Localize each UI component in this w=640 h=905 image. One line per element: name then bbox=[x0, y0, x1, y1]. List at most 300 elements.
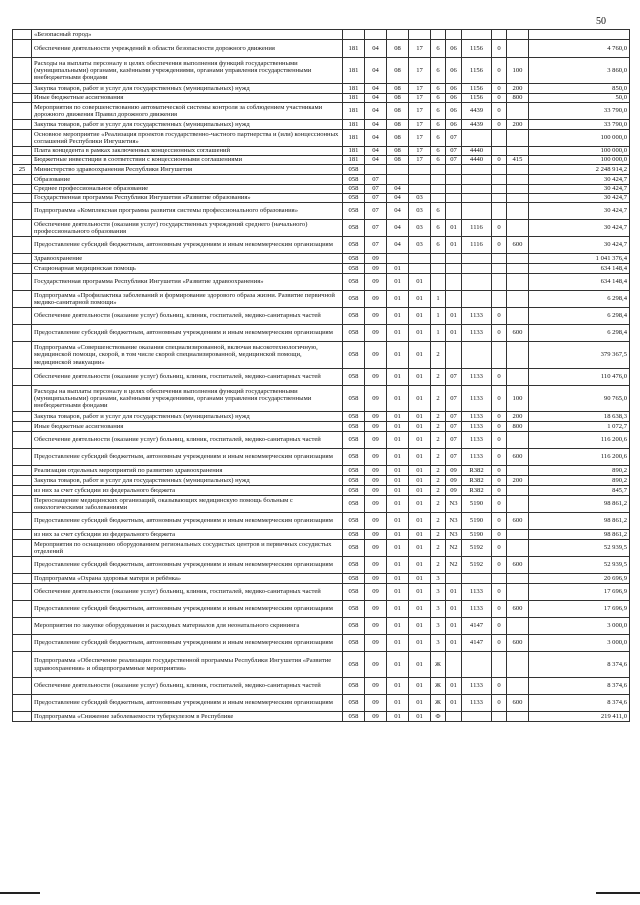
row-number bbox=[13, 156, 32, 165]
direction-code: R382 bbox=[462, 466, 492, 476]
expense-type-code bbox=[507, 194, 529, 203]
direction-suffix: 0 bbox=[492, 325, 507, 342]
subsection-code: 01 bbox=[387, 342, 409, 369]
event-code bbox=[446, 203, 462, 220]
event-code bbox=[446, 652, 462, 678]
ministry-code: 058 bbox=[343, 254, 365, 264]
amount: 1 072,7 bbox=[529, 422, 630, 432]
section-code: 04 bbox=[365, 103, 387, 120]
direction-code: 1133 bbox=[462, 386, 492, 412]
amount: 30 424,7 bbox=[529, 203, 630, 220]
subsection-code: 01 bbox=[387, 584, 409, 601]
event-code: 06 bbox=[446, 103, 462, 120]
event-code: 06 bbox=[446, 94, 462, 103]
table-row bbox=[13, 185, 630, 194]
subprogram-code: 6 bbox=[431, 40, 446, 58]
direction-code: 5190 bbox=[462, 496, 492, 513]
program-code: 01 bbox=[409, 513, 431, 530]
amount: 379 367,5 bbox=[529, 342, 630, 369]
ministry-code: 058 bbox=[343, 308, 365, 325]
row-number: 25 bbox=[13, 165, 32, 175]
section-code: 09 bbox=[365, 635, 387, 652]
subprogram-code: 2 bbox=[431, 530, 446, 540]
event-code: 07 bbox=[446, 156, 462, 165]
event-code bbox=[446, 254, 462, 264]
row-number bbox=[13, 40, 32, 58]
direction-suffix: 0 bbox=[492, 678, 507, 695]
table-row bbox=[13, 486, 630, 496]
ministry-code: 058 bbox=[343, 574, 365, 584]
budget-table-body bbox=[13, 30, 630, 722]
row-number bbox=[13, 342, 32, 369]
ministry-code: 058 bbox=[343, 422, 365, 432]
row-number bbox=[13, 557, 32, 574]
row-number bbox=[13, 291, 32, 308]
row-name: Предоставление субсидий бюджетным, автономным учреждениям и иным некоммерческим организациям bbox=[32, 635, 343, 652]
program-code bbox=[409, 254, 431, 264]
direction-suffix: 0 bbox=[492, 120, 507, 130]
table-row bbox=[13, 325, 630, 342]
table-row bbox=[13, 40, 630, 58]
row-name: Образование bbox=[32, 175, 343, 185]
event-code bbox=[446, 574, 462, 584]
expense-type-code bbox=[507, 220, 529, 237]
subsection-code: 08 bbox=[387, 130, 409, 147]
subsection-code: 08 bbox=[387, 103, 409, 120]
amount: 3 000,0 bbox=[529, 618, 630, 635]
direction-suffix: 0 bbox=[492, 618, 507, 635]
direction-suffix: 0 bbox=[492, 58, 507, 84]
direction-code: 4439 bbox=[462, 103, 492, 120]
section-code bbox=[365, 165, 387, 175]
row-name: Расходы на выплаты персоналу в целях обеспечения выполнения функций государственными (муниципальными) органами, казёнными учреждениями, органами управления государственными внебюджетными фондами bbox=[32, 58, 343, 84]
direction-code: 1133 bbox=[462, 308, 492, 325]
expense-type-code bbox=[507, 432, 529, 449]
ministry-code bbox=[343, 30, 365, 40]
subsection-code: 01 bbox=[387, 325, 409, 342]
table-row bbox=[13, 94, 630, 103]
event-code bbox=[446, 185, 462, 194]
table-row bbox=[13, 652, 630, 678]
subprogram-code: 6 bbox=[431, 203, 446, 220]
program-code: 17 bbox=[409, 130, 431, 147]
amount: 30 424,7 bbox=[529, 237, 630, 254]
direction-suffix: 0 bbox=[492, 496, 507, 513]
program-code: 03 bbox=[409, 203, 431, 220]
expense-type-code bbox=[507, 274, 529, 291]
row-name: Обеспечение деятельности (оказание услуг) больниц, клиник, госпиталей, медико-санитарных частей bbox=[32, 584, 343, 601]
row-name: Бюджетные инвестиции в соответствии с концессионными соглашениями bbox=[32, 156, 343, 165]
ministry-code: 058 bbox=[343, 237, 365, 254]
subsection-code: 01 bbox=[387, 601, 409, 618]
table-row bbox=[13, 476, 630, 486]
ministry-code: 058 bbox=[343, 695, 365, 712]
direction-code bbox=[462, 203, 492, 220]
ministry-code: 058 bbox=[343, 325, 365, 342]
subprogram-code: 2 bbox=[431, 557, 446, 574]
expense-type-code bbox=[507, 165, 529, 175]
event-code: N2 bbox=[446, 540, 462, 557]
section-code: 09 bbox=[365, 264, 387, 274]
section-code: 09 bbox=[365, 274, 387, 291]
direction-suffix: 0 bbox=[492, 84, 507, 94]
section-code: 07 bbox=[365, 237, 387, 254]
amount: 3 860,0 bbox=[529, 58, 630, 84]
subprogram-code: 3 bbox=[431, 584, 446, 601]
event-code bbox=[446, 264, 462, 274]
amount: 850,0 bbox=[529, 84, 630, 94]
ministry-code: 058 bbox=[343, 601, 365, 618]
program-code: 01 bbox=[409, 496, 431, 513]
section-code: 09 bbox=[365, 652, 387, 678]
row-name: Предоставление субсидий бюджетным, автономным учреждениям и иным некоммерческим организациям bbox=[32, 449, 343, 466]
direction-suffix: 0 bbox=[492, 369, 507, 386]
event-code: 07 bbox=[446, 432, 462, 449]
direction-code: 1133 bbox=[462, 678, 492, 695]
row-number bbox=[13, 601, 32, 618]
section-code: 04 bbox=[365, 130, 387, 147]
direction-suffix bbox=[492, 264, 507, 274]
program-code: 01 bbox=[409, 695, 431, 712]
direction-code: 1116 bbox=[462, 220, 492, 237]
section-code: 09 bbox=[365, 486, 387, 496]
program-code: 17 bbox=[409, 40, 431, 58]
table-row bbox=[13, 84, 630, 94]
direction-code: 4440 bbox=[462, 156, 492, 165]
event-code: 07 bbox=[446, 449, 462, 466]
row-number bbox=[13, 695, 32, 712]
row-number bbox=[13, 635, 32, 652]
expense-type-code: 200 bbox=[507, 476, 529, 486]
row-number bbox=[13, 486, 32, 496]
row-number bbox=[13, 120, 32, 130]
program-code: 01 bbox=[409, 476, 431, 486]
ministry-code: 058 bbox=[343, 449, 365, 466]
direction-suffix bbox=[492, 291, 507, 308]
expense-type-code: 415 bbox=[507, 156, 529, 165]
table-row bbox=[13, 695, 630, 712]
subprogram-code: 3 bbox=[431, 618, 446, 635]
table-row bbox=[13, 103, 630, 120]
amount: 90 765,0 bbox=[529, 386, 630, 412]
section-code: 04 bbox=[365, 84, 387, 94]
row-name: из них за счет субсидии из федерального бюджета bbox=[32, 530, 343, 540]
row-name: Расходы на выплаты персоналу в целях обеспечения выполнения функций государственными (муниципальными) органами, казёнными учреждениями, органами управления государственными внебюджетными фондами bbox=[32, 386, 343, 412]
amount: 8 374,6 bbox=[529, 695, 630, 712]
ministry-code: 058 bbox=[343, 530, 365, 540]
direction-suffix: 0 bbox=[492, 513, 507, 530]
subsection-code: 01 bbox=[387, 476, 409, 486]
subprogram-code bbox=[431, 30, 446, 40]
direction-code: 5190 bbox=[462, 513, 492, 530]
row-number bbox=[13, 412, 32, 422]
direction-code bbox=[462, 652, 492, 678]
event-code: 01 bbox=[446, 308, 462, 325]
row-number bbox=[13, 652, 32, 678]
section-code: 09 bbox=[365, 254, 387, 264]
direction-code: 5190 bbox=[462, 530, 492, 540]
direction-code: 4440 bbox=[462, 147, 492, 156]
direction-suffix: 0 bbox=[492, 432, 507, 449]
event-code: 01 bbox=[446, 584, 462, 601]
section-code: 04 bbox=[365, 156, 387, 165]
program-code: 01 bbox=[409, 540, 431, 557]
ministry-code: 181 bbox=[343, 130, 365, 147]
expense-type-code bbox=[507, 264, 529, 274]
row-name: Предоставление субсидий бюджетным, автономным учреждениям и иным некоммерческим организациям bbox=[32, 601, 343, 618]
direction-code: 5192 bbox=[462, 540, 492, 557]
program-code bbox=[409, 185, 431, 194]
ministry-code: 058 bbox=[343, 165, 365, 175]
ministry-code: 058 bbox=[343, 486, 365, 496]
subprogram-code: 6 bbox=[431, 84, 446, 94]
expense-type-code bbox=[507, 530, 529, 540]
row-number bbox=[13, 30, 32, 40]
row-name: Подпрограмма «Совершенствование оказания специализированной, включая высокотехнологичную, медицинской помощи, скорой, в том числе скорой специализированной, медицинской помощи, медицинской эвакуации» bbox=[32, 342, 343, 369]
section-code: 09 bbox=[365, 369, 387, 386]
direction-code: R382 bbox=[462, 486, 492, 496]
table-row bbox=[13, 449, 630, 466]
expense-type-code: 600 bbox=[507, 635, 529, 652]
direction-suffix: 0 bbox=[492, 476, 507, 486]
page-number: 50 bbox=[596, 16, 606, 27]
direction-code bbox=[462, 264, 492, 274]
ministry-code: 058 bbox=[343, 175, 365, 185]
direction-suffix bbox=[492, 30, 507, 40]
subprogram-code: 6 bbox=[431, 237, 446, 254]
table-row bbox=[13, 557, 630, 574]
row-number bbox=[13, 264, 32, 274]
direction-code: R382 bbox=[462, 476, 492, 486]
section-code: 09 bbox=[365, 574, 387, 584]
table-row bbox=[13, 496, 630, 513]
event-code: 07 bbox=[446, 147, 462, 156]
row-number bbox=[13, 513, 32, 530]
direction-suffix: 0 bbox=[492, 94, 507, 103]
direction-suffix: 0 bbox=[492, 530, 507, 540]
event-code: 01 bbox=[446, 695, 462, 712]
direction-suffix: 0 bbox=[492, 412, 507, 422]
row-number bbox=[13, 194, 32, 203]
amount: 4 760,0 bbox=[529, 40, 630, 58]
direction-code bbox=[462, 291, 492, 308]
program-code: 17 bbox=[409, 94, 431, 103]
program-code: 01 bbox=[409, 274, 431, 291]
event-code: 01 bbox=[446, 601, 462, 618]
section-code: 09 bbox=[365, 412, 387, 422]
section-code: 09 bbox=[365, 695, 387, 712]
program-code: 01 bbox=[409, 712, 431, 722]
table-row bbox=[13, 584, 630, 601]
row-number bbox=[13, 237, 32, 254]
amount: 50,0 bbox=[529, 94, 630, 103]
program-code: 01 bbox=[409, 291, 431, 308]
ministry-code: 181 bbox=[343, 147, 365, 156]
ministry-code: 058 bbox=[343, 466, 365, 476]
event-code: 01 bbox=[446, 237, 462, 254]
row-name: Мероприятия по оснащению оборудованием региональных сосудистых центров и первичных сосудистых отделений bbox=[32, 540, 343, 557]
row-number bbox=[13, 574, 32, 584]
table-row bbox=[13, 712, 630, 722]
row-name: Обеспечение деятельности учреждений в области безопасности дорожного движения bbox=[32, 40, 343, 58]
amount: 8 374,6 bbox=[529, 678, 630, 695]
ministry-code: 058 bbox=[343, 291, 365, 308]
program-code bbox=[409, 175, 431, 185]
ministry-code: 058 bbox=[343, 476, 365, 486]
amount: 17 696,9 bbox=[529, 584, 630, 601]
direction-suffix: 0 bbox=[492, 386, 507, 412]
program-code: 17 bbox=[409, 120, 431, 130]
row-number bbox=[13, 84, 32, 94]
subsection-code: 08 bbox=[387, 40, 409, 58]
row-number bbox=[13, 274, 32, 291]
event-code bbox=[446, 194, 462, 203]
direction-suffix: 0 bbox=[492, 557, 507, 574]
row-name: Плата концедента в рамках заключенных концессионных соглашений bbox=[32, 147, 343, 156]
direction-code bbox=[462, 254, 492, 264]
program-code: 01 bbox=[409, 652, 431, 678]
subprogram-code: 1 bbox=[431, 308, 446, 325]
section-code: 09 bbox=[365, 601, 387, 618]
amount: 8 374,6 bbox=[529, 652, 630, 678]
table-row bbox=[13, 156, 630, 165]
table-row bbox=[13, 274, 630, 291]
row-number bbox=[13, 58, 32, 84]
direction-code: 1133 bbox=[462, 422, 492, 432]
section-code: 07 bbox=[365, 185, 387, 194]
amount: 30 424,7 bbox=[529, 185, 630, 194]
expense-type-code bbox=[507, 203, 529, 220]
row-number bbox=[13, 147, 32, 156]
row-name: Государственная программа Республики Ингушетия «Развитие здравоохранения» bbox=[32, 274, 343, 291]
direction-code: 1133 bbox=[462, 449, 492, 466]
subprogram-code: 2 bbox=[431, 386, 446, 412]
direction-code bbox=[462, 574, 492, 584]
ministry-code: 058 bbox=[343, 712, 365, 722]
program-code: 17 bbox=[409, 147, 431, 156]
section-code: 09 bbox=[365, 432, 387, 449]
subsection-code: 08 bbox=[387, 147, 409, 156]
subsection-code: 01 bbox=[387, 386, 409, 412]
subprogram-code: 3 bbox=[431, 635, 446, 652]
section-code: 09 bbox=[365, 618, 387, 635]
subprogram-code: 2 bbox=[431, 466, 446, 476]
ministry-code: 181 bbox=[343, 156, 365, 165]
event-code: 06 bbox=[446, 84, 462, 94]
direction-suffix bbox=[492, 274, 507, 291]
table-row bbox=[13, 147, 630, 156]
row-name: Предоставление субсидий бюджетным, автономным учреждениям и иным некоммерческим организациям bbox=[32, 237, 343, 254]
subsection-code: 01 bbox=[387, 291, 409, 308]
table-row bbox=[13, 237, 630, 254]
subprogram-code: 2 bbox=[431, 432, 446, 449]
event-code: 07 bbox=[446, 369, 462, 386]
budget-table bbox=[12, 29, 630, 722]
event-code: 06 bbox=[446, 40, 462, 58]
program-code: 01 bbox=[409, 449, 431, 466]
subsection-code: 01 bbox=[387, 432, 409, 449]
amount: 30 424,7 bbox=[529, 175, 630, 185]
direction-code: 1156 bbox=[462, 84, 492, 94]
program-code: 01 bbox=[409, 342, 431, 369]
direction-code bbox=[462, 175, 492, 185]
row-number bbox=[13, 94, 32, 103]
ministry-code: 181 bbox=[343, 84, 365, 94]
amount: 98 861,2 bbox=[529, 530, 630, 540]
expense-type-code: 600 bbox=[507, 237, 529, 254]
expense-type-code bbox=[507, 486, 529, 496]
row-number bbox=[13, 496, 32, 513]
direction-suffix: 0 bbox=[492, 635, 507, 652]
section-code bbox=[365, 30, 387, 40]
ministry-code: 058 bbox=[343, 432, 365, 449]
amount: 845,7 bbox=[529, 486, 630, 496]
program-code: 01 bbox=[409, 308, 431, 325]
direction-suffix: 0 bbox=[492, 103, 507, 120]
direction-code: 1133 bbox=[462, 325, 492, 342]
ministry-code: 058 bbox=[343, 513, 365, 530]
expense-type-code: 100 bbox=[507, 58, 529, 84]
direction-suffix: 0 bbox=[492, 695, 507, 712]
program-code: 01 bbox=[409, 432, 431, 449]
direction-code: 5192 bbox=[462, 557, 492, 574]
program-code: 17 bbox=[409, 156, 431, 165]
subprogram-code: Ж bbox=[431, 652, 446, 678]
direction-suffix: 0 bbox=[492, 237, 507, 254]
subprogram-code: 2 bbox=[431, 476, 446, 486]
subprogram-code: 2 bbox=[431, 422, 446, 432]
amount: 52 939,5 bbox=[529, 557, 630, 574]
row-name: Среднее профессиональное образование bbox=[32, 185, 343, 194]
event-code: 09 bbox=[446, 476, 462, 486]
expense-type-code: 200 bbox=[507, 84, 529, 94]
section-code: 04 bbox=[365, 58, 387, 84]
subsection-code: 08 bbox=[387, 84, 409, 94]
expense-type-code bbox=[507, 30, 529, 40]
section-code: 04 bbox=[365, 94, 387, 103]
program-code: 03 bbox=[409, 237, 431, 254]
event-code: 07 bbox=[446, 130, 462, 147]
subsection-code: 01 bbox=[387, 466, 409, 476]
direction-code: 1133 bbox=[462, 584, 492, 601]
amount: 6 298,4 bbox=[529, 291, 630, 308]
amount: 20 696,9 bbox=[529, 574, 630, 584]
row-name: Иные бюджетные ассигнования bbox=[32, 422, 343, 432]
row-name: Переоснащение медицинских организаций, оказывающих медицинскую помощь больным с онкологическими заболеваниями bbox=[32, 496, 343, 513]
row-name: Основное мероприятие «Реализация проектов государственно-частного партнерства и (или) концессионных соглашений Республики Ингушетия» bbox=[32, 130, 343, 147]
row-number bbox=[13, 476, 32, 486]
subprogram-code: 1 bbox=[431, 291, 446, 308]
program-code: 01 bbox=[409, 386, 431, 412]
direction-code: 1133 bbox=[462, 369, 492, 386]
direction-suffix bbox=[492, 185, 507, 194]
subsection-code bbox=[387, 175, 409, 185]
section-code: 09 bbox=[365, 513, 387, 530]
program-code: 01 bbox=[409, 369, 431, 386]
subsection-code bbox=[387, 254, 409, 264]
ministry-code: 058 bbox=[343, 369, 365, 386]
expense-type-code: 600 bbox=[507, 325, 529, 342]
event-code: 09 bbox=[446, 486, 462, 496]
ministry-code: 058 bbox=[343, 496, 365, 513]
row-number bbox=[13, 325, 32, 342]
row-name: Предоставление субсидий бюджетным, автономным учреждениям и иным некоммерческим организациям bbox=[32, 695, 343, 712]
row-name: Обеспечение деятельности (оказание услуг) больниц, клиник, госпиталей, медико-санитарных частей bbox=[32, 432, 343, 449]
section-code: 09 bbox=[365, 449, 387, 466]
direction-suffix bbox=[492, 712, 507, 722]
program-code: 01 bbox=[409, 530, 431, 540]
table-row bbox=[13, 194, 630, 203]
